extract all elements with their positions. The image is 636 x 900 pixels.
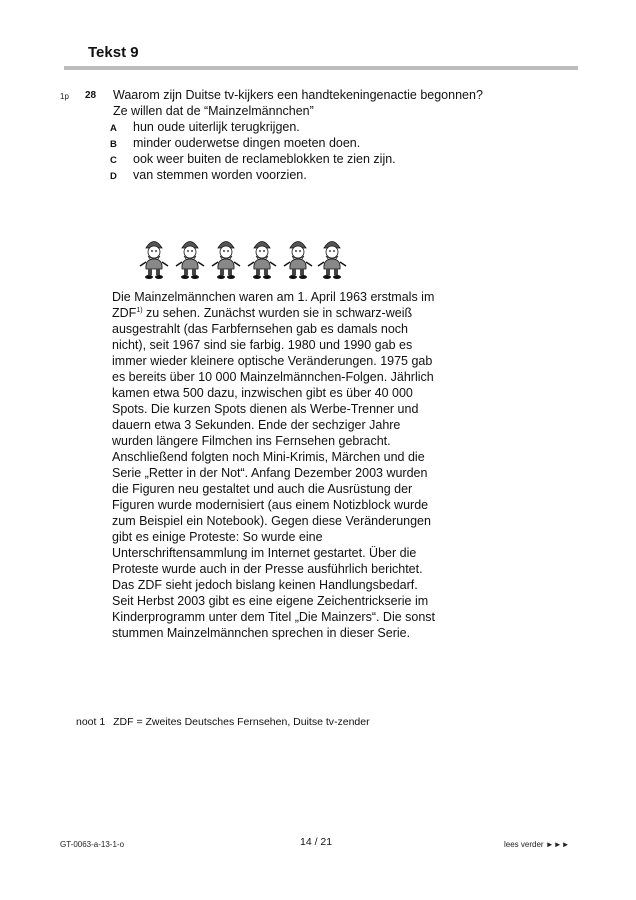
continue-indicator: lees verder ►►► [504, 840, 570, 849]
footnote-text: ZDF = Zweites Deutsches Fernsehen, Duitse tv-zender [113, 716, 370, 728]
page-title: Tekst 9 [88, 44, 139, 61]
option-letter: A [110, 123, 117, 134]
question-text: Waarom zijn Duitse tv-kijkers een handtekeningenactie begonnen? [113, 88, 483, 102]
question-block [113, 87, 483, 119]
answer-options [110, 119, 396, 183]
article-part-1: Die Mainzelmännchen waren am 1. April 1963 erstmals im ZDF [112, 290, 435, 320]
title-divider [64, 66, 578, 70]
option-text: ook weer buiten de reclameblokken te zien zijn. [133, 152, 396, 166]
option-text: van stemmen worden voorzien. [133, 168, 307, 182]
option-d [110, 167, 396, 183]
question-stem: Ze willen dat de “Mainzelmännchen” [113, 104, 314, 118]
option-b [110, 135, 396, 151]
exam-code: GT-0063-a-13-1-o [60, 840, 125, 849]
option-c [110, 151, 396, 167]
question-number: 28 [85, 90, 97, 101]
footnote-label: noot 1 [76, 716, 106, 728]
option-a [110, 119, 396, 135]
mainzelmaennchen-gnomes-illustration [137, 235, 349, 281]
option-letter: B [110, 139, 117, 150]
gnome-3 [212, 242, 240, 280]
question-points: 1p [60, 92, 69, 101]
page-number: 14 / 21 [300, 836, 333, 848]
article-part-2: zu sehen. Zunächst wurden sie in schwarz-weiß ausgestrahlt (das Farbfernsehen gab es damals noch nicht), seit 1967 sind sie farbig. 1980 und 1990 gab es immer wieder kleinere optische Veränderungen. 1975 gab es bereits über 10 000 Mainzelmännchen-Folgen. Jährlich kamen etwa 500 dazu, inzwischen gibt es über 40 000 Spots. Die kurzen Spots dienen als Werbe-Trenner und dauern etwa 3 Sekunden. Ende der sechziger Jahre wurden längere Filmchen ins Fernsehen gebracht. Anschließend folgten noch Mini-Krimis, Märchen und die Serie „Retter in der Not“. Anfang Dezember 2003 wurden die Figuren neu gestaltet und auch die Ausrüstung der Figuren wurde modernisiert (aus einem Notizblock wurde zum Beispiel ein Notebook). Gegen diese Veränderungen gibt es einige Proteste: So wurde eine Unterschriftensammlung im Internet gestartet. Über die Proteste wurde auch in der Presse ausführlich berichtet. Das ZDF sieht jedoch bislang keinen Handlungsbedarf. Seit Herbst 2003 gibt es eine eigene Zeichentrickserie im Kinderprogramm unter dem Titel „Die Mainzers“. Die sonst stummen Mainzelmännchen sprechen in dieser Serie. [112, 306, 436, 640]
footnote [76, 716, 370, 728]
gnome-6 [318, 242, 346, 280]
gnome-5 [284, 242, 312, 280]
footnote-marker: 1) [136, 307, 143, 314]
option-letter: D [110, 171, 117, 182]
option-text: hun oude uiterlijk terugkrijgen. [133, 120, 300, 134]
option-letter: C [110, 155, 117, 166]
gnome-1 [140, 242, 168, 280]
gnome-4 [248, 242, 276, 280]
gnome-2 [176, 242, 204, 280]
option-text: minder ouderwetse dingen moeten doen. [133, 136, 361, 150]
article-text [112, 289, 442, 641]
